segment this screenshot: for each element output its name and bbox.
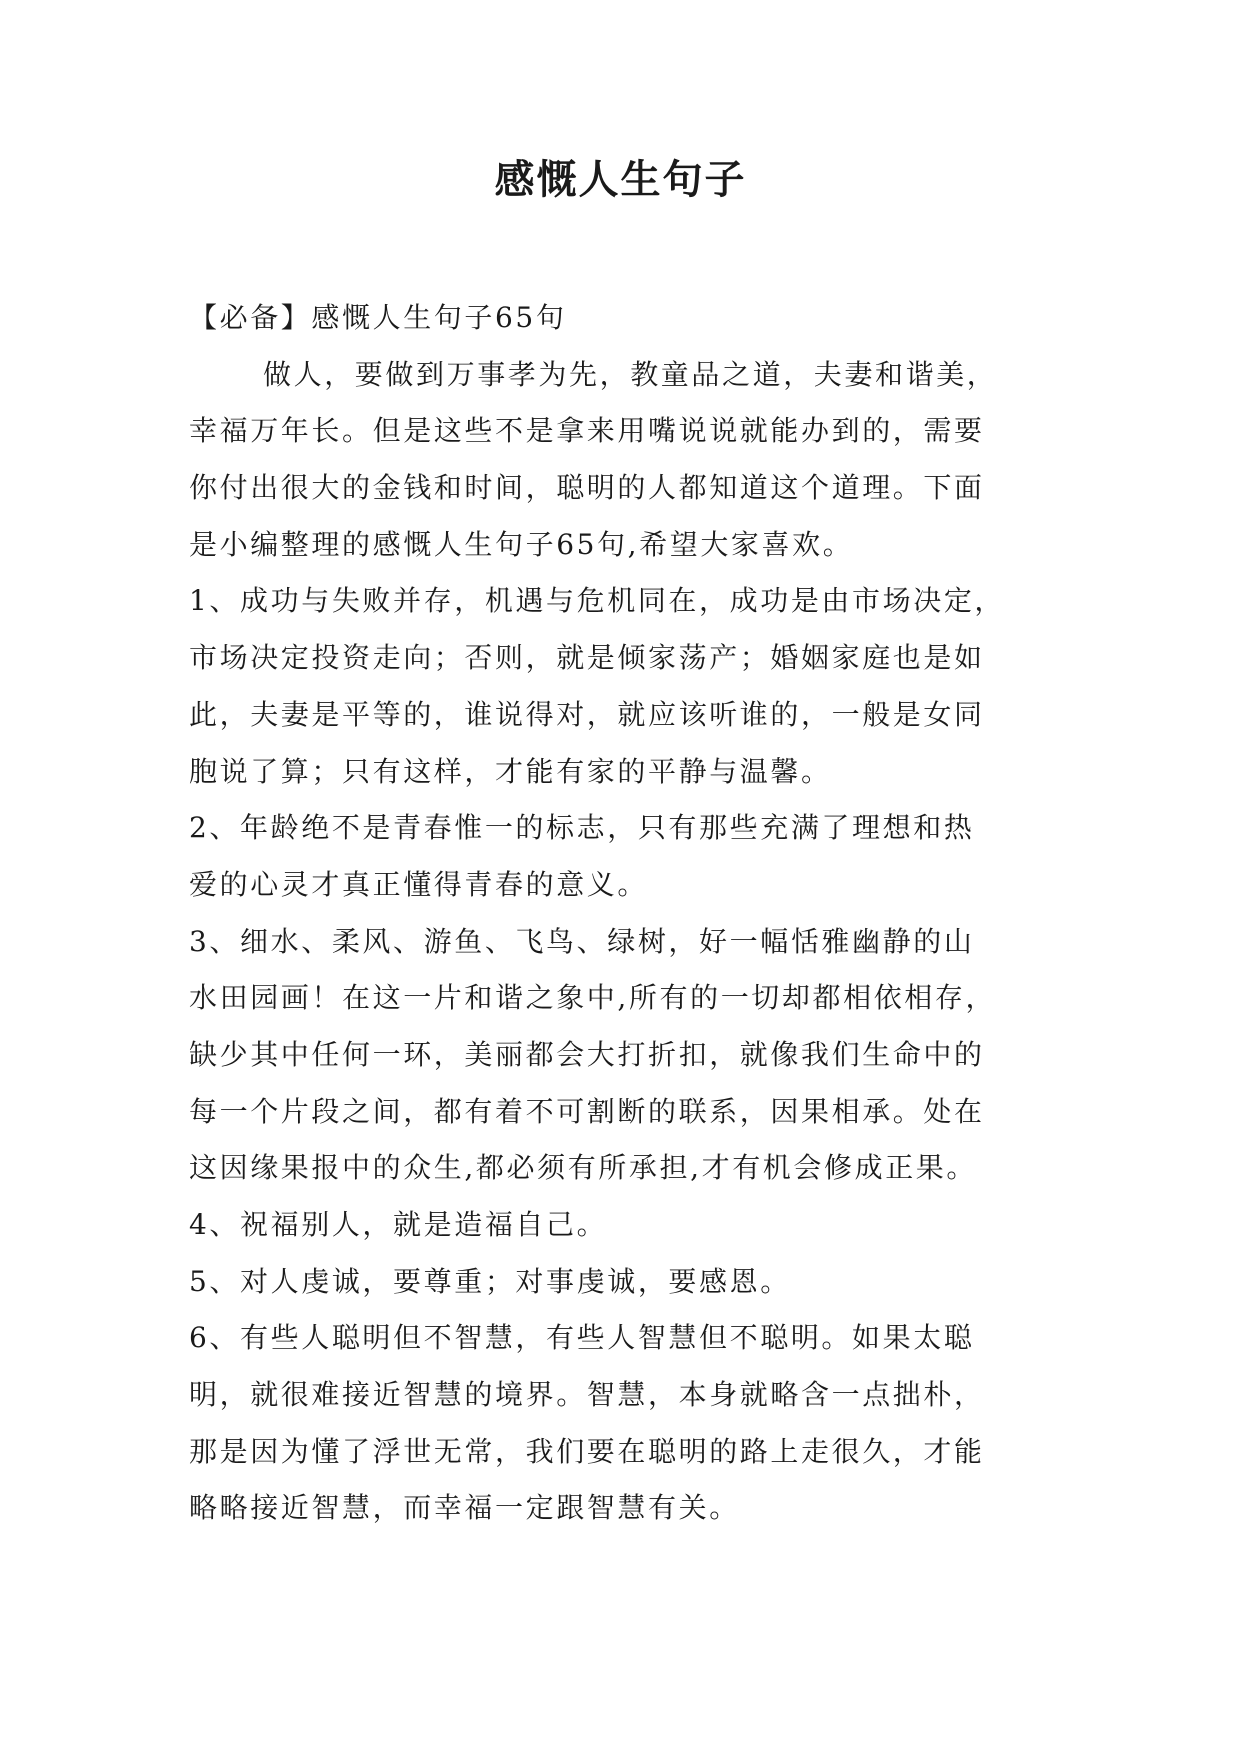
subtitle-line: 【必备】感慨人生句子65句 — [189, 301, 567, 334]
document-body — [189, 290, 1059, 1537]
quote-line: 缺少其中任何一环，美丽都会大打折扣，就像我们生命中的 — [189, 1037, 985, 1071]
quote-line: 6、有些人聪明但不智慧，有些人智慧但不聪明。如果太聪 — [189, 1321, 975, 1355]
quote-line: 4、祝福别人，就是造福自己。 — [189, 1208, 608, 1241]
quote-line: 每一个片段之间，都有着不可割断的联系，因果相承。处在 — [189, 1094, 985, 1128]
quote-line: 胞说了算；只有这样，才能有家的平静与温馨。 — [189, 754, 832, 788]
quote-line: 市场决定投资走向；否则，就是倾家荡产；婚姻家庭也是如 — [189, 641, 985, 675]
quote-line: 略略接近智慧，而幸福一定跟智慧有关。 — [189, 1491, 740, 1525]
quote-line: 这因缘果报中的众生,都必须有所承担,才有机会修成正果。 — [189, 1151, 978, 1185]
quote-line: 2、年龄绝不是青春惟一的标志，只有那些充满了理想和热 — [189, 811, 975, 845]
intro-line: 幸福万年长。但是这些不是拿来用嘴说说就能办到的，需要 — [189, 414, 985, 448]
document-title: 感慨人生句子 — [494, 156, 747, 203]
quote-line: 明，就很难接近智慧的境界。智慧，本身就略含一点拙朴， — [189, 1378, 985, 1412]
quote-line: 3、细水、柔风、游鱼、飞鸟、绿树，好一幅恬雅幽静的山 — [189, 924, 975, 958]
quote-line: 水田园画！在这一片和谐之象中,所有的一切却都相依相存， — [189, 981, 997, 1015]
quote-line: 此，夫妻是平等的，谁说得对，就应该听谁的，一般是女同 — [189, 697, 985, 731]
quote-line: 5、对人虔诚，要尊重；对事虔诚，要感恩。 — [189, 1264, 791, 1298]
quote-line: 1、成功与失败并存，机遇与危机同在，成功是由市场决定， — [189, 584, 1006, 618]
intro-line: 是小编整理的感慨人生句子65句,希望大家喜欢。 — [189, 527, 854, 561]
intro-line: 你付出很大的金钱和时间，聪明的人都知道这个道理。下面 — [189, 471, 985, 505]
quote-line: 爱的心灵才真正懂得青春的意义。 — [189, 867, 649, 901]
intro-line: 做人，要做到万事孝为先，教童品之道，夫妻和谐美， — [263, 357, 998, 391]
quote-line: 那是因为懂了浮世无常，我们要在聪明的路上走很久，才能 — [189, 1434, 985, 1468]
